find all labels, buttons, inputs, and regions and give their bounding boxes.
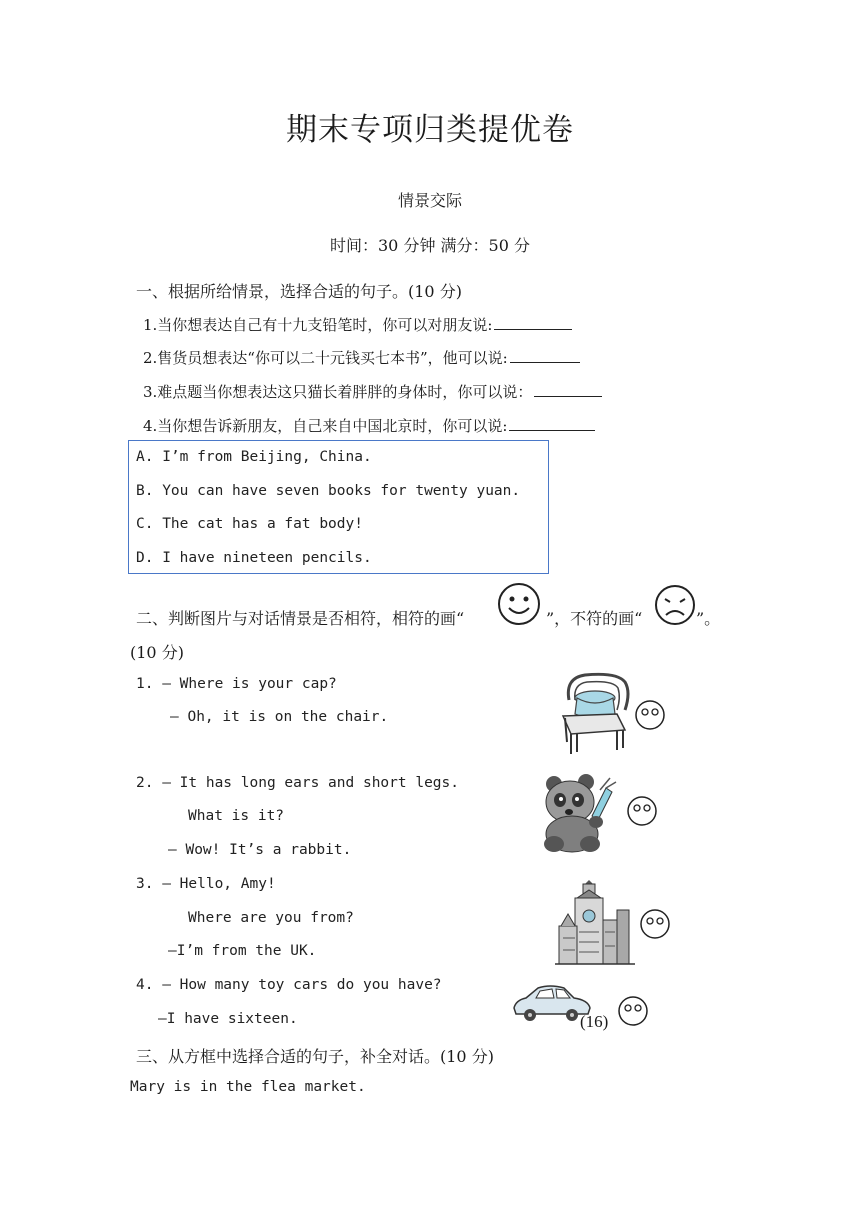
dialog4-line1: 4. — How many toy cars do you have? (136, 977, 442, 993)
dialog1-line2: — Oh, it is on the chair. (170, 709, 389, 725)
panda-picture (540, 772, 620, 854)
question-text: 1.当你想表达自己有十九支铅笔时，你可以对朋友说: (143, 316, 493, 334)
question-3 (143, 380, 602, 402)
dialog3-line2: Where are you from? (188, 910, 354, 926)
question-text: 2.售货员想表达“你可以二十元钱买七本书”，他可以说: (143, 349, 508, 367)
section2-heading-part1: 二、判断图片与对话情景是否相符，相符的画“ (136, 609, 465, 628)
dialog2-line1: 2. — It has long ears and short legs. (136, 775, 460, 791)
page-title: 期末专项归类提优卷 (286, 112, 574, 148)
question-1 (143, 313, 572, 335)
answer-blank[interactable] (494, 313, 572, 330)
option-b: B. You can have seven books for twenty yuan. (136, 483, 521, 499)
exam-meta: 时间：30 分钟 满分：50 分 (330, 236, 530, 255)
answer-blank[interactable] (510, 346, 580, 363)
smiley-face-icon (496, 581, 544, 627)
dialog2-line3: — Wow! It’s a rabbit. (168, 842, 352, 858)
question-2 (143, 346, 580, 368)
question-text: 3.难点题当你想表达这只猫长着胖胖的身体时，你可以说： (143, 383, 533, 401)
blank-face-icon[interactable] (639, 908, 671, 940)
dialog4-line2: —I have sixteen. (158, 1011, 298, 1027)
question-4 (143, 414, 595, 436)
blank-face-icon[interactable] (617, 995, 649, 1027)
blank-face-icon[interactable] (634, 699, 666, 731)
answer-blank[interactable] (534, 380, 602, 397)
london-buildings-picture (555, 880, 635, 968)
option-a: A. I’m from Beijing, China. (136, 449, 372, 465)
section2-heading-part2: ”，不符的画“ (546, 609, 643, 628)
dialog2-line2: What is it? (188, 808, 285, 824)
toy-car-count-label: (16) (580, 1012, 609, 1031)
section2-score: (10 分) (130, 643, 184, 662)
chair-with-cap-picture (555, 670, 633, 758)
answer-blank[interactable] (509, 414, 595, 431)
option-c: C. The cat has a fat body! (136, 516, 363, 532)
question-text: 4.当你想告诉新朋友，自己来自中国北京时，你可以说: (143, 417, 508, 435)
option-d: D. I have nineteen pencils. (136, 550, 372, 566)
dialog3-line3: —I’m from the UK. (168, 943, 317, 959)
frowning-face-icon (652, 582, 698, 628)
dialog3-line1: 3. — Hello, Amy! (136, 876, 276, 892)
section1-heading: 一、根据所给情景，选择合适的句子。(10 分) (136, 282, 462, 301)
section3-first-line: Mary is in the flea market. (130, 1079, 366, 1095)
section3-heading: 三、从方框中选择合适的句子，补全对话。(10 分) (136, 1047, 494, 1066)
blank-face-icon[interactable] (626, 795, 658, 827)
page-subtitle: 情景交际 (397, 191, 462, 210)
section2-heading-part3: ”。 (696, 609, 721, 628)
dialog1-line1: 1. — Where is your cap? (136, 676, 337, 692)
